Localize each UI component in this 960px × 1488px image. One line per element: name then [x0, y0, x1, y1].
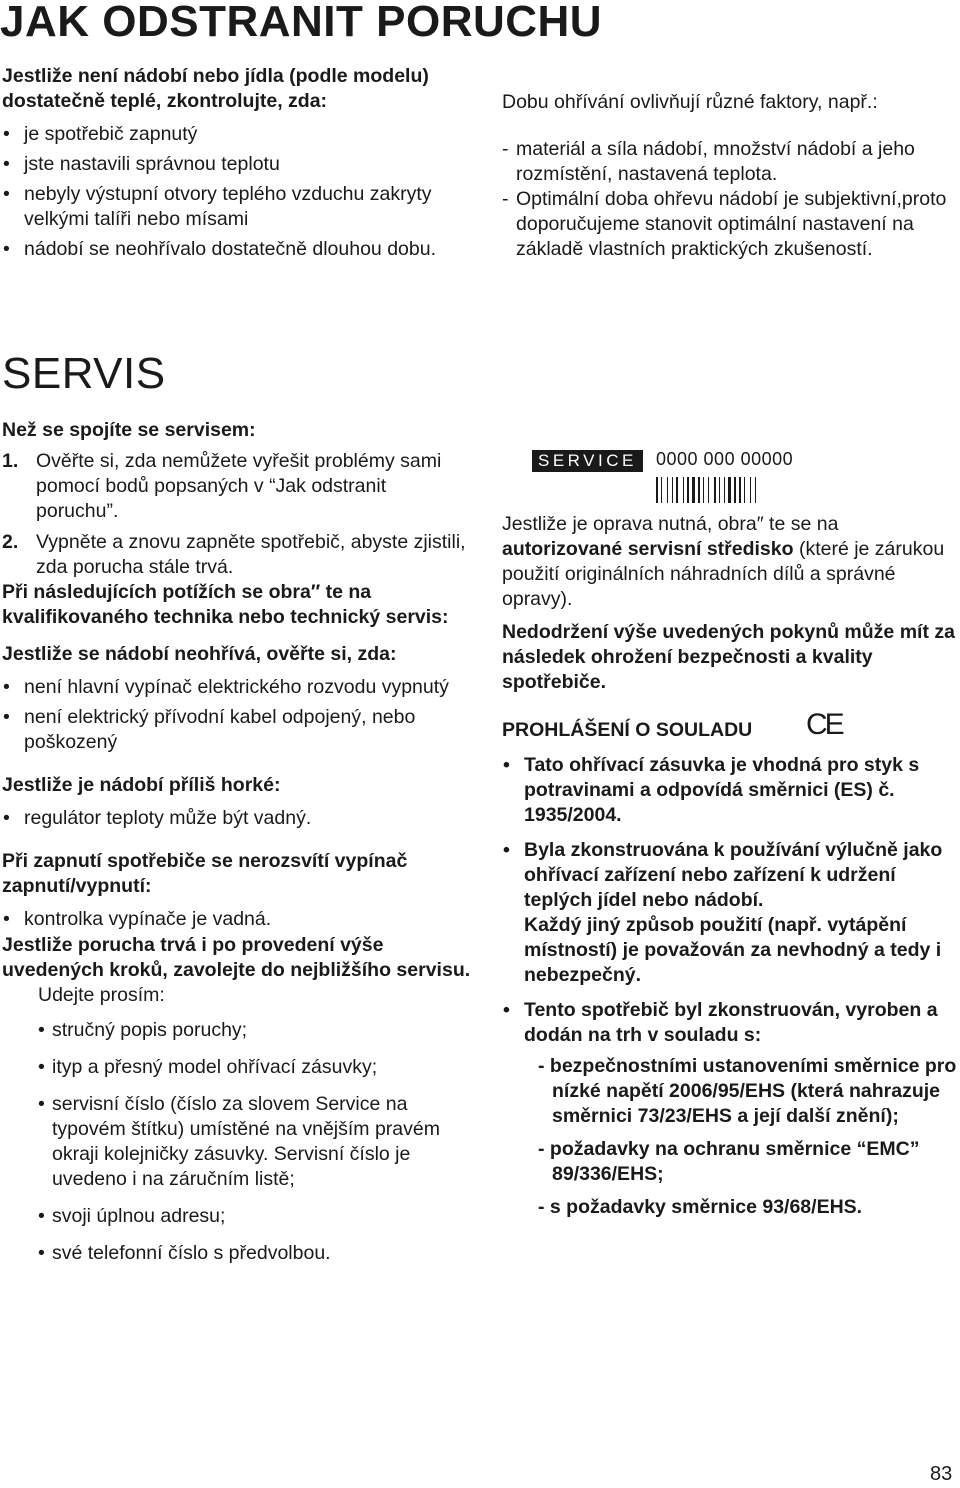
barcode-bar	[667, 477, 668, 503]
list-item: • servisní číslo (číslo za slovem Service na typovém štítku) umístěné na vnějším pravém okraji kolejničky zásuvky. Servisní číslo je uvedeno i na záručním listě;	[38, 1092, 472, 1192]
heating-factor-item: - materiál a síla nádobí, množství nádobí a jeho rozmístění, nastavená teplota.	[502, 138, 915, 185]
step-number: 1.	[2, 450, 19, 472]
barcode-graphic	[656, 477, 792, 503]
persist-text: Jestliže porucha trvá i po provedení výše uvedených kroků, zavolejte do nejbližšího servisu.	[2, 934, 471, 981]
barcode-bar	[683, 477, 684, 503]
heating-factor-text: Optimální doba ohřevu nádobí je subjektivní,proto doporučujeme stanovit optimální nastavení na základě vlastních praktických zkušeností.	[516, 188, 947, 260]
list-item: • není elektrický přívodní kabel odpojený, nebo poškozený	[2, 705, 472, 755]
heating-check-intro: Jestliže není nádobí nebo jídla (podle modelu) dostatečně teplé, zkontrolujte, zda:	[2, 65, 429, 112]
ce-mark-icon: CE	[806, 708, 842, 741]
conformity-sub-item: - požadavky na ochranu směrnice “EMC” 89/336/EHS;	[538, 1138, 920, 1185]
list-item: • stručný popis poruchy;	[38, 1018, 472, 1043]
barcode-bar	[698, 477, 700, 503]
conformity-sub-item: - bezpečnostními ustanoveními směrnice pro nízké napětí 2006/95/EHS (která nahrazuje směrnici 73/23/EHS a její další znění);	[538, 1055, 957, 1127]
step-number: 2.	[2, 531, 19, 553]
conformity-list	[502, 753, 958, 1048]
conformity-b2b: Každý jiný způsob použití (např. vytápění místností) je považován za nevhodný a tedy i nebezpečný.	[524, 914, 942, 986]
list-item: • Tento spotřebič byl zkonstruován, vyroben a dodán na trh v souladu s:	[502, 998, 958, 1048]
barcode-bar	[672, 477, 673, 503]
barcode-bar	[708, 477, 709, 503]
barcode-bar	[750, 477, 751, 503]
list-item	[502, 838, 958, 988]
barcode-bar	[656, 477, 658, 503]
list-item: • je spotřebič zapnutý	[2, 122, 442, 147]
conformity-b2a: • Byla zkonstruována k používání výlučně jako ohřívací zařízení nebo zařízení k udržení teplých jídel nebo nádobí.	[524, 839, 943, 911]
list-item: • není hlavní vypínač elektrického rozvodu vypnutý	[2, 675, 472, 700]
switch-list	[2, 907, 472, 932]
barcode-bar	[724, 477, 725, 503]
list-item: • Tato ohřívací zásuvka je vhodná pro styk s potravinami a odpovídá směrnici (ES) č. 1935/2004.	[502, 753, 958, 828]
barcode-bar	[687, 477, 689, 503]
barcode-bar	[703, 477, 704, 503]
repair-text	[502, 512, 958, 612]
barcode-bar	[755, 477, 756, 503]
provide-intro: Udejte prosím:	[38, 984, 165, 1006]
conformity-sub-list	[502, 1054, 958, 1220]
servis-step-1	[2, 449, 472, 524]
heating-factors-section	[502, 90, 958, 262]
repair-text-post: (které je zárukou použití originálních náhradních dílů a správné opravy).	[502, 538, 945, 610]
step-text: Ověřte si, zda nemůžete vyřešit problémy sami pomocí bodů popsaných v “Jak odstranit poruchu”.	[36, 450, 442, 522]
not-heating-heading: Jestliže se nádobí neohřívá, ověřte si, zda:	[2, 643, 397, 665]
servis-title: SERVIS	[2, 349, 166, 398]
conformity-title: PROHLÁŠENÍ O SOULADU	[502, 719, 753, 741]
list-item: • nádobí se neohřívalo dostatečně dlouhou dobu.	[2, 237, 442, 262]
barcode-bar	[739, 477, 741, 503]
heating-factor-text: materiál a síla nádobí, množství nádobí a jeho rozmístění, nastavená teplota.	[516, 138, 915, 185]
servis-section	[2, 418, 472, 1266]
step-text: Vypněte a znovu zapněte spotřebič, abyste zjistili, zda porucha stále trvá.	[36, 531, 466, 578]
switch-heading: Při zapnutí spotřebiče se nerozsvítí vypínač zapnutí/vypnutí:	[2, 850, 408, 897]
heating-factor-item: - Optimální doba ohřevu nádobí je subjektivní,proto doporučujeme stanovit optimální nastavení na základě vlastních praktických zkušeností.	[502, 188, 947, 260]
servis-step-2	[2, 530, 472, 580]
servis-before-heading: Než se spojíte se servisem:	[2, 419, 256, 441]
warning-text: Nedodržení výše uvedených pokynů může mít za následek ohrožení bezpečnosti a kvality spotřebiče.	[502, 621, 955, 693]
barcode-bar	[728, 477, 731, 503]
barcode-bar	[676, 477, 678, 503]
list-item: • nebyly výstupní otvory teplého vzduchu zakryty velkými talíři nebo mísami	[2, 182, 442, 232]
page-number: 83	[930, 1463, 953, 1485]
heating-check-list	[2, 122, 442, 262]
repair-section	[502, 512, 958, 695]
conformity-sub-item: - s požadavky směrnice 93/68/EHS.	[538, 1196, 863, 1218]
provide-section	[2, 983, 472, 1266]
barcode-bar	[744, 477, 745, 503]
list-item: • své telefonní číslo s předvolbou.	[38, 1241, 472, 1266]
servis-call-text: Při následujících potížích se obra″ te na kvalifikovaného technika nebo technický servis:	[2, 581, 449, 628]
repair-text-bold: autorizované servisní středisko	[502, 538, 794, 560]
heating-check-section	[2, 64, 472, 267]
barcode-bar	[661, 477, 662, 503]
page-title: JAK ODSTRANIT PORUCHU	[0, 0, 603, 46]
too-hot-list	[2, 806, 472, 831]
list-item: • regulátor teploty může být vadný.	[2, 806, 472, 831]
list-item: • kontrolka vypínače je vadná.	[2, 907, 472, 932]
barcode-bar	[692, 477, 695, 503]
list-item: • svoji úplnou adresu;	[38, 1204, 472, 1229]
service-label-number: 0000 000 00000	[656, 449, 794, 469]
service-label-word: SERVICE	[532, 450, 643, 472]
not-heating-list	[2, 675, 472, 755]
too-hot-heading: Jestliže je nádobí příliš horké:	[2, 774, 281, 796]
repair-text-pre: Jestliže je oprava nutná, obra″ te se na	[502, 513, 839, 535]
heating-factors-intro: Dobu ohřívání ovlivňují různé faktory, např.:	[502, 91, 878, 113]
list-item: • jste nastavili správnou teplotu	[2, 152, 442, 177]
conformity-section	[502, 718, 958, 1220]
barcode-bar	[734, 477, 736, 503]
barcode-bar	[714, 477, 716, 503]
list-item: • ityp a přesný model ohřívací zásuvky;	[38, 1055, 472, 1080]
barcode-bar	[719, 477, 720, 503]
